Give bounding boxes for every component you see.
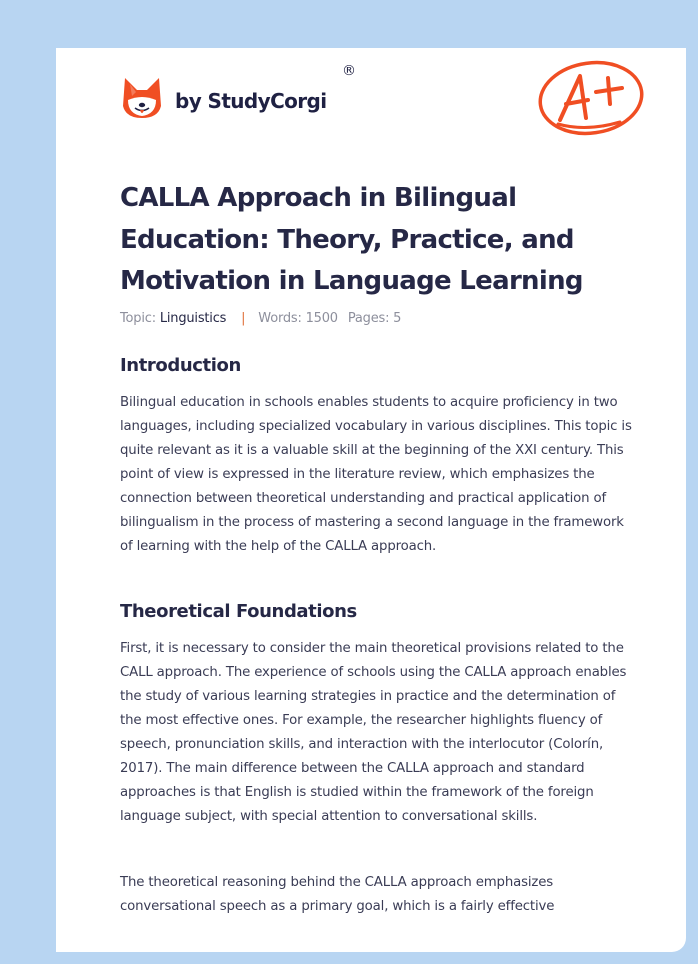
- section-heading-introduction: Introduction: [120, 355, 241, 376]
- page-count: Pages: 5: [347, 311, 402, 326]
- corgi-logo-icon: [122, 76, 162, 120]
- article-meta: [120, 311, 401, 326]
- paragraph: First, it is necessary to consider the main theoretical provisions related to the CALL approach. The experience of schools using the CALLA approach enables the study of various learning strategies in practice and the determination of the most effective ones. For example, the researcher highlights fluency of speech, pronunciation skills, and interaction with the interlocutor (Colorín, 2017). The main difference between the CALLA approach and standard approaches is that English is studied within the framework of the foreign language subject, with special attention to conversational skills.: [120, 641, 627, 824]
- essay-card: [56, 48, 686, 952]
- a-plus-grade-icon: [536, 58, 648, 140]
- word-count: Words: 1500: [258, 311, 338, 326]
- paragraph: Bilingual education in schools enables students to acquire proficiency in two languages, including specialized vocabulary in various disciplines. This topic is quite relevant as it is a valuable skill at the beginning of the XXI century. This point of view is expressed in the literature review, which emphasizes the connection between theoretical understanding and practical application of bilingualism in the process of mastering a second language in the framework of learning with the help of the CALLA approach.: [120, 395, 632, 554]
- meta-separator: |: [241, 311, 246, 326]
- article-title: CALLA Approach in Bilingual Education: Theory, Practice, and Motivation in Language Learning: [120, 183, 583, 296]
- brand-name: by StudyCorgi: [175, 89, 327, 113]
- section-heading-theoretical-foundations: Theoretical Foundations: [120, 601, 357, 622]
- studycorgi-logo[interactable]: [122, 76, 327, 120]
- paragraph: The theoretical reasoning behind the CALLA approach emphasizes conversational speech as a primary goal, which is a fairly effective: [120, 875, 555, 914]
- topic-link[interactable]: Linguistics: [159, 311, 227, 326]
- registered-mark: ®: [342, 63, 356, 79]
- topic-label: Topic:: [120, 311, 156, 326]
